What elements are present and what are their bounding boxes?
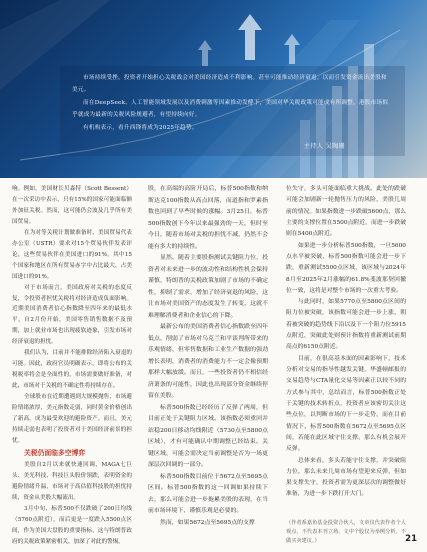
article-paragraph: 我们认为，目前并不能排除经济陷入衰退的可能。因此，政府官员明确表示，即将公布的关税税率将会是全面性的，市场需要做好准备，对此，市场对于关税的不确定性将持续存在。 [12, 350, 132, 390]
article-paragraph: 位失守，多头可能面临重大挑战。此处的跌破可能会加剧新一轮抛售压力的风险，美股几周前的情况。如果指数进一步跌破5600点，那么主要的支撑位置在5500点附近，而进一步跌破则在5400点附近。 [286, 186, 406, 238]
article-paragraph: 如果进一步分析标普500指数，一旦5600点水平被突破，标普500指数可能会进一步下跌，重新测试5500点区域，该区域与2024年8月至2025年2月涨幅的61.8%斐波那契回撤位一致，这将是对整个市场的一次重大考验。 [286, 242, 406, 294]
hero-paragraph: 而在DeepSeek、人工智能领域发展以及消费刺激等因素推动发酵下，美国对华关税政策可能或有所调整，港股市场似乎就成为最新的关税风险规避者，有望持续向好。 [72, 99, 389, 119]
hero-paragraph: 有机构表示，看升西锋将成为2025年趋势。 [83, 124, 198, 131]
article-column-3 [286, 184, 406, 501]
page-number: 21 [405, 534, 417, 544]
article-paragraph: 响。例如，美国财长贝森特（Scott Bessent）在一次采访中表示，只有15%的国家可能面临额外加征关税。然而，这可能仍会波及几乎所有美国贸易。 [12, 186, 132, 225]
article-paragraph: 与此同时，如果5770点至5800点区间的阻力位被突破，该指数可能会进一步上涨，朝着被突破的趋势线下沿以及下一个阻力位5915点附近，突破此处则预计指数将重新测试前期高点的6150点附近。 [286, 299, 406, 351]
article-paragraph: 总体来看，多头若能守住支撑，并突破阻力位，那么未来几周市场有望迎来反弹，但如果支撑失守，投资者需为更深层次的调整做好准备，为进一步下跌打开大门。 [286, 457, 406, 498]
article-paragraph: 标普500指数目前位于5672点至5695点区间。标普500指数的这一回调如果持续下去，那么可能会进一步拖累美股的表现，在当前市场环境下，谨慎乐观是必要的。 [148, 473, 268, 514]
host-byline: 主持人 吴陶珊 [303, 143, 345, 150]
article-column-1 [12, 184, 132, 548]
article-paragraph: 标普500指数已经经历了反弹了两周，但目前正处于关键阻力区域。该指数必须重回并站稳200日移动均线附近（5730点至5800点区域），才有可能确认中期调整已经结束。关键区域，可能会需决定当前调整是否为一场更深层次回调的一部分。 [148, 404, 268, 468]
article-column-2 [148, 184, 268, 529]
hero-banner [0, 0, 427, 178]
article-paragraph: 在为对等关税计划做准备时，美国贸易代表办公室（USTR）要求对15个贸易伙伴发表评论，这些贸易伙伴在美国进口的91%。其中15个国家和地区在所有贸易赤字中占比最大，占美国进口的91%。 [12, 229, 132, 280]
article-paragraph: 最新公布的美国消费者信心指数跌至四年低点，削弱了市场对乌克兰和平谈判所带来的乐观情绪，但零售数据和工业生产数据的强劲增长表明，消费者的消费能力不一定会像预期那样大幅放缓。而且，一些投资者仍不相信经济萧条的可能性，因此也出现部分资金继续停留在美股。 [148, 324, 268, 399]
article-paragraph: 全球股市在近期遭遇到大规模抛售，市场避险情绪浓厚，美元指数走弱，同时黄金价格创出了新高，成为最受欢迎的避险资产。而且，美元持续走弱也表明了投资者对于美国经济前景的担忧。 [12, 394, 132, 444]
hero-intro-text [72, 72, 390, 134]
article-paragraph: 对于市场而言，美国政府对关税的态度反复，令投资者担忧关税将对经济造成负面影响。近期美国消费者信心指数降至四年来的最低水平，自2月份开始，美国零售销售数据不及预期，加上就业市场也出现疲软迹象，引发市场对经济衰退的担忧。 [12, 284, 132, 346]
section-heading: 关税仍面临多空博弈 [24, 448, 86, 457]
article-paragraph: 然而，如果5672点至5695点的支撑 [160, 519, 255, 526]
hero-paragraph: 市场持续受挫，投资者开始担心关税战会对美国经济造成不利影响。甚至可能推动经济衰退。以而引发资金流出美股和美元。 [72, 75, 387, 94]
article-paragraph: 股，在高端的高阶开局后，标普500指数和纳斯达克100指数从高点回落，而道指和罗素指数也回到了早些时候的涨幅。3月25日，标普500指数创下今年以来最强劲的一天，但时至今日，随着市场对关税的担忧不减，仍然不会能有多大的持续性。 [148, 186, 268, 250]
upward-arrow-graphic [198, 14, 300, 66]
article-paragraph: 目前，在很高基本面的因素影响下，技术分析对交易的指导性越发关键，华盛顿邮报的交易趋势与CTA量化交易等因素正以较不同的方式参与其中，总结而言，标普500指数正处于关键的技术转折点，投资者应该密切关注这些点位，以判断市场的下一步走势，而在目前情况下，标普500指数在5672点至5695点区间，若能在此区域守住支撑，那么有机会展开反弹。 [286, 355, 406, 453]
author-footnote: （作者系嘉鱼基金投资合伙人，文章仅代表作者个人观点，不代表本刊立场，文中个股仅为举例分析，不做买卖建议。） [286, 520, 406, 544]
article-paragraph: 显然，随着主要股指测试关键阻力位，投资者对未来进一步的波动性和结构性机会保持谨慎，特朗普的关税政策加剧了市场的不确定性，抑制了需求，增加了经济衰退的风险，这让市场对美国资产的态度发生了转变，这就不难理解消费者和企业信心的下降。 [148, 255, 268, 319]
article-paragraph: 3月中旬，标普500不仅跌破了200日均线（5760点附近），而后更是一度跌入5500点区间，作为美国大盘股的重要指标，这与特朗普政府的关税政策紧密相关，加深了对此的警惕。 [12, 505, 132, 545]
article-paragraph: 美股自2月以来就快速回调，MAGA七巨头、美光科技、科技巨头股价领跌，表明资金的避险情绪升温，市场对于高估值科技股的担忧持续，资金从美股大幅流出。 [12, 461, 132, 501]
